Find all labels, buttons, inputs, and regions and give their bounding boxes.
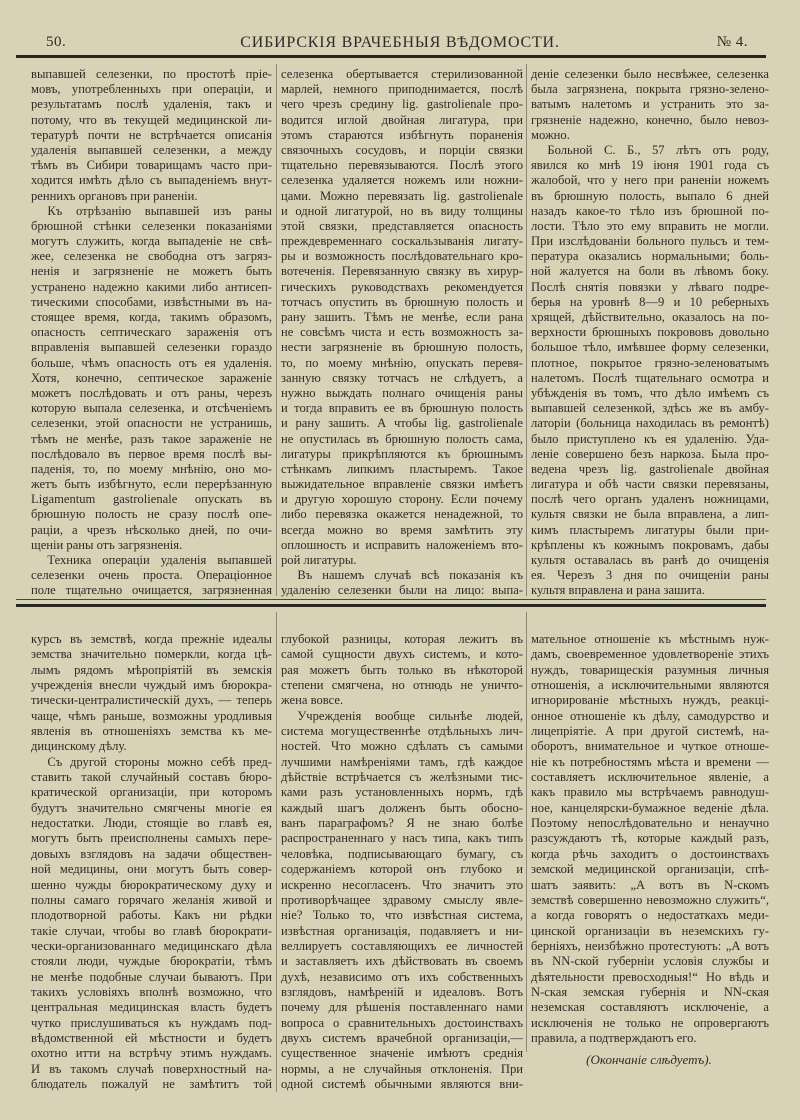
top-column-2	[281, 67, 523, 599]
text-line: послѣ чего органъ удаленъ ножницами,	[531, 492, 769, 507]
text-line: Учрежденія вообще сильнѣе людей,	[297, 708, 523, 723]
text-line: жетъ быть избѣгнуто, если перерѣзанную	[31, 477, 272, 492]
text-line: и одной лигатурой, но въ виду толщины	[281, 203, 523, 218]
text-line: занную связку тотчасъ не слѣдуетъ, а	[281, 370, 523, 385]
text-line: содержаніемъ которой онъ глубоко и	[281, 862, 523, 877]
text-line: неземская составляютъ исключеніе, а	[531, 1000, 769, 1015]
text-line: марлей, немного приподнимается, послѣ	[281, 82, 523, 97]
text-line: деніе селезенки было несвѣжее, селезенка	[531, 67, 769, 81]
text-line: грязненіе надежно, конечно, было невоз-	[531, 112, 769, 127]
text-line: тотчасъ опустить въ брюшную полость и	[281, 294, 523, 309]
text-line: стояли люди, чуждые бюрократіи, тѣмъ	[31, 954, 272, 969]
paragraph	[531, 143, 769, 599]
text-line: лигатура и обѣ части связки перевязаны,	[531, 477, 769, 492]
text-line: И въ такомъ случаѣ поверхностный на-	[31, 1061, 272, 1076]
text-line: а когда говорятъ о недостаткахъ меди-	[531, 908, 769, 923]
text-line: удаленія выпавшей селезенки, а между	[31, 142, 272, 157]
text-line: извѣстная организація, подавляетъ и ни-	[281, 923, 523, 938]
text-line: такихъ условіяхъ вполнѣ возможно, что	[31, 984, 272, 999]
text-line: не менѣе подобные случаи бываютъ. При	[31, 969, 272, 984]
issue-number: № 4.	[716, 34, 748, 50]
text-line: дѣйствіе встрѣчается съ желѣзными тис-	[281, 770, 523, 785]
text-line: тщательно перевязываются. Послѣ этого	[281, 158, 523, 173]
text-line: шатъ заявить: „А вотъ въ N-скомъ	[531, 877, 769, 892]
text-line: могутъ служить, когда выпаденіе не свѣ-	[31, 234, 272, 249]
text-line: искренно несогласенъ. Что значитъ это	[281, 877, 523, 892]
text-line: оплошность и исправить наложеніемъ вто-	[281, 537, 523, 552]
paragraph	[281, 632, 523, 709]
text-line: двухъ системъ врачебной организаціи,—	[281, 1030, 523, 1045]
text-line: культя связки не была вправлена, а лип-	[531, 507, 769, 522]
text-line: было приступлено къ ея удаленію. Уда-	[531, 431, 769, 446]
text-line: разсуждаютъ тѣ, которые каждый разъ,	[531, 831, 769, 846]
text-line: ходится имѣть дѣло съ выпаденіемъ внут-	[31, 173, 272, 188]
text-line: селезенки, этой опасности не устранишь,	[31, 416, 272, 431]
text-line: N-ская земская губернія и NN-ская	[531, 984, 769, 999]
text-line: раціи, а чрезъ нѣсколько дней, по очи-	[31, 522, 272, 537]
text-line: можетъ послѣдовать и отъ раны, черезъ	[31, 385, 272, 400]
text-line: вѣдомственной ей мѣстности и будетъ	[31, 1030, 272, 1045]
text-line: полны самаго горячаго желанія живой и	[31, 892, 272, 907]
text-line: почему для рѣшенія поставленнаго нами	[281, 1000, 523, 1015]
top-column-3	[531, 67, 769, 599]
text-line: Въ нашемъ случаѣ всѣ показанія къ	[297, 568, 523, 583]
text-line: можно.	[531, 127, 570, 142]
text-line: ставить такой случайный составъ бюро-	[31, 770, 272, 785]
text-line: убѣжденія въ томъ, что дѣло имѣемъ съ	[531, 385, 769, 400]
text-line: щеніи раны отъ загрязненія.	[31, 537, 183, 552]
text-line: большое тѣло, имѣвшее форму селезенки,	[531, 340, 769, 355]
text-line: и рану зашить. А чтобы lig. gastrolienale	[281, 416, 523, 431]
text-line: налетомъ. Послѣ тщательнаго осмотра и	[531, 370, 769, 385]
text-line: Хотя, конечно, септическое зараженіе	[31, 370, 272, 385]
bottom-column-2	[281, 632, 523, 1092]
text-line: ея. Черезъ 3 дня по очищеніи раны	[531, 568, 769, 583]
text-line: крѣплены къ кожнымъ покровамъ, дабы	[531, 537, 769, 552]
text-line: оборотъ, внимательное и чуткое отноше-	[531, 739, 769, 754]
text-line: реннихъ органовъ при раненіи.	[31, 188, 198, 203]
text-line: ры и возможность послѣдовательнаго кро-	[281, 249, 523, 264]
text-line: духѣ, независимо отъ ихъ собственныхъ	[281, 969, 523, 984]
text-line: лымъ рядомъ мѣропріятій въ земскія	[31, 662, 272, 677]
text-line: ватымъ налетомъ и устранить это за-	[531, 97, 769, 112]
text-line: лигатуры прикрѣпляются къ брюшнымъ	[281, 446, 523, 461]
text-line: будутъ значительно смягчены многіе ея	[31, 800, 272, 815]
text-line: могутъ быть преисполнены самыхъ пере-	[31, 831, 272, 846]
text-line: и другую хорошую сторону. Если почему	[281, 492, 523, 507]
text-line: такіе случаи, чтобы во главѣ бюрократи-	[31, 923, 272, 938]
text-line: рая можетъ быть только въ нѣкоторой	[281, 662, 523, 677]
text-line: назадъ какое-то тѣло изъ брюшной по-	[531, 203, 769, 218]
text-line: всегда можно во время замѣтить эту	[281, 522, 523, 537]
text-line: мовъ, употребленныхъ при операціи, и	[31, 82, 272, 97]
text-line: учрежденія внесли чуждый имъ бюрокра-	[31, 678, 272, 693]
text-line: глубокой разницы, которая лежитъ въ	[281, 632, 523, 646]
text-line: взглядовъ, намѣреній и идеаловъ. Вотъ	[281, 984, 523, 999]
text-line: когда рѣчь заходитъ о достоинствахъ	[531, 846, 769, 861]
column-divider	[276, 64, 277, 596]
text-line: ніе къ потребностямъ мѣста и времени —	[531, 754, 769, 769]
text-line: отношенія, а исключительными являются	[531, 678, 769, 693]
text-line: рану зашить. Тѣмъ не менѣе, если рана	[281, 310, 523, 324]
text-line: цинской организаціи въ неземскихъ гу-	[531, 923, 769, 938]
text-line: жена вовсе.	[281, 693, 344, 708]
paragraph	[281, 709, 523, 1093]
text-line: выжидательное вправленіе связки имѣетъ	[281, 477, 523, 492]
text-line: курсъ въ земствѣ, когда прежніе идеалы	[31, 632, 272, 646]
paragraph	[281, 67, 523, 568]
text-line: связочныхъ сосудовъ, и порціи связки	[281, 142, 523, 157]
text-line: каждый шагъ долженъ быть обосно-	[281, 800, 523, 815]
text-line: центральная медицинская власть будетъ	[31, 1000, 272, 1015]
text-line: гическихъ руководствахъ рекомендуется	[281, 279, 523, 294]
text-line: устранено надежно какими либо антисеп-	[31, 279, 272, 294]
text-line: результатамъ послѣ удаленія, такъ и	[31, 97, 272, 112]
text-line: жалобой, что у него при раненіи ножемъ	[531, 173, 769, 188]
text-line: лицепріятіе. А при другой системѣ, на-	[531, 724, 769, 739]
text-line: шенно чужды бюрократическому духу и	[31, 877, 272, 892]
text-line: которую выпала селезенка, и отсѣченіемъ	[31, 401, 272, 416]
text-line: не опустилась въ брюшную полость сама,	[281, 431, 523, 446]
text-line: рой лигатуры.	[281, 553, 357, 567]
text-line: ной жалуется на боли въ лѣвомъ боку.	[531, 264, 769, 279]
text-line: поле тщательно очищается, загрязненная	[31, 583, 272, 598]
text-line: тически-централистическій духъ, — теперь	[31, 693, 272, 708]
text-line: Техника операціи удаленія выпавшей	[47, 553, 272, 567]
text-line: распространеннаго у насъ типа, какъ типъ	[281, 831, 523, 846]
text-line: Поэтому непослѣдовательно и ненаучно	[531, 816, 769, 831]
text-line: ками разъ установленныхъ нормъ, гдѣ	[281, 785, 523, 800]
text-line: лости. Тѣло это ему вправить не могли.	[531, 218, 769, 233]
text-line: противорѣчащее здравому смыслу явле-	[281, 892, 523, 907]
text-line: исключенія не только не опровергаютъ	[531, 1015, 769, 1030]
text-line: пература оказались нормальными; боль-	[531, 249, 769, 264]
text-line: тѣмъ въ Сибири товарищамъ часто при-	[31, 158, 272, 173]
journal-title: СИБИРСКІЯ ВРАЧЕБНЫЯ ВѢДОМОСТИ.	[240, 34, 560, 51]
text-line: система могущественнѣе отдѣльныхъ лич-	[281, 724, 523, 739]
bottom-column-3	[531, 632, 769, 1046]
paragraph	[31, 553, 272, 599]
text-line: жее, селезенка не свободна отъ загряз-	[31, 249, 272, 264]
text-line: дамъ, своевременное удовлетвореніе этихъ	[531, 647, 769, 662]
text-line: селезенка обертывается стерилизованной	[281, 67, 523, 81]
text-line: недостатки. Люди, стоящіе во главѣ ея,	[31, 816, 272, 831]
text-line: не совсѣмъ чиста и есть возможность за-	[281, 325, 523, 340]
text-line: существенное значеніе имѣютъ среднія	[281, 1046, 523, 1061]
text-line: Послѣ снятія повязки у лѣваго подре-	[531, 279, 769, 294]
text-line: онное отношеніе къ дѣлу, самодурство и	[531, 708, 769, 723]
text-line: опасность септическаго зараженія отъ	[31, 325, 272, 340]
paragraph	[281, 568, 523, 598]
text-line: селезенка удаляется ножемъ или ножни-	[281, 173, 523, 188]
text-line: водится иглой двойная лигатура, при	[281, 112, 523, 127]
text-line: тическими способами, извѣстными въ на-	[31, 294, 272, 309]
text-line: правила, а подтверждаютъ его.	[531, 1030, 697, 1045]
bottom-column-1	[31, 632, 272, 1092]
text-line: послѣдовало въ первое время послѣ вы-	[31, 446, 272, 461]
text-line: ное, канцелярски-бумажное веденіе дѣла.	[531, 800, 769, 815]
text-line: латоріи (больница находилась въ ремонтѣ)	[531, 416, 769, 431]
text-line: ненія и загрязненіе не можетъ быть	[31, 264, 272, 279]
text-line: мательное отношеніе къ мѣстнымъ нуж-	[531, 632, 769, 646]
text-line: и тогда вправить ее въ брюшную полость	[281, 401, 523, 416]
text-line: этомъ стараются избѣгнуть пораненія	[281, 127, 523, 142]
column-divider	[276, 612, 277, 1092]
text-line: потому, что въ текущей медицинской ли-	[31, 112, 272, 127]
text-line: ванъ параграфомъ? Я не знаю болѣе	[281, 816, 523, 831]
text-line: ніе? Только то, что извѣстная система,	[281, 908, 523, 923]
text-line: охотно итти на встрѣчу этимъ нуждамъ.	[31, 1046, 272, 1061]
text-line: нести загрязненіе въ брюшную полость,	[281, 340, 523, 355]
text-line: стоящее время, когда, такимъ образомъ,	[31, 310, 272, 324]
section-rule-thin	[16, 599, 766, 600]
text-line: чего чрезъ средину lig. gastrolienale про-	[281, 97, 523, 112]
paragraph	[531, 67, 769, 143]
text-line: явленія въ отношеніяхъ земства къ ме-	[31, 724, 272, 739]
text-line: вотеченія. Перевязанную связку въ хирур-	[281, 264, 523, 279]
text-line: брюшной стѣнки селезенки показаніями	[31, 218, 272, 233]
text-line: Больной С. Б., 57 лѣтъ отъ роду,	[547, 142, 769, 157]
text-line: стѣнкамъ липкимъ пластыремъ. Такое	[281, 461, 523, 476]
text-line: самой сущности двухъ системъ, и кото-	[281, 647, 523, 662]
text-line: культя оставалась въ ранѣ до очищенія	[531, 553, 769, 567]
text-line: составляетъ исключительное явленіе, а	[531, 770, 769, 785]
text-line: въ NN-ской губерніи условія службы и	[531, 954, 769, 969]
text-line: чески-организованнаго медицинскаго дѣла	[31, 938, 272, 953]
text-line: При изслѣдованіи больного пульсъ и тем-	[531, 234, 769, 249]
text-line: берья на уровнѣ 8—9 и 10 реберныхъ	[531, 294, 769, 309]
text-line: Съ другой стороны можно себѣ пред-	[47, 754, 272, 769]
column-divider	[526, 612, 527, 1052]
text-line: удаленію селезенки были на лицо: выпа-	[281, 583, 523, 598]
text-line: культя вправлена и рана зашита.	[531, 583, 705, 598]
text-line: берніяхъ, неизбѣжно протестуютъ: „А вотъ	[531, 938, 769, 953]
top-column-1	[31, 67, 272, 599]
text-line: человѣка, подписывающаго бумагу, съ	[281, 846, 523, 861]
text-line: леніе совершено безъ наркоза. Была про-	[531, 446, 769, 461]
text-line: лучшими намѣреніями тамъ, гдѣ каждое	[281, 754, 523, 769]
text-line: то, по моему мнѣнію, опускать перевя-	[281, 355, 523, 370]
text-line: выпавшей селезенкой, здѣсь же въ амбу-	[531, 401, 769, 416]
text-line: блюдатель пожалуй не замѣтитъ той	[31, 1076, 272, 1091]
text-line: плотное, покрытое грязно-зеленоватымъ	[531, 355, 769, 370]
paragraph	[31, 632, 272, 755]
section-rule-thick	[16, 604, 766, 607]
text-line: была загрязнена, покрыта грязно-зелено-	[531, 82, 769, 97]
text-line: вопроса о сравнительныхъ достоинствахъ	[281, 1015, 523, 1030]
text-line: ной медицины, они могутъ быть совер-	[31, 862, 272, 877]
text-line: Къ отрѣзанію выпавшей изъ раны	[47, 203, 272, 218]
text-line: этой связки, представляется опасность	[281, 218, 523, 233]
text-line: нужно выждать полнаго очищенія раны	[281, 385, 523, 400]
text-line: дицинскому дѣлу.	[31, 739, 127, 754]
text-line: веллируетъ составляющихъ ее личностей	[281, 938, 523, 953]
text-line: земства значительно померкли, когда цѣ-	[31, 647, 272, 662]
text-line: какъ правило мы встрѣчаемъ равнодуш-	[531, 785, 769, 800]
text-line: чутко прислушиваться къ нуждамъ под-	[31, 1015, 272, 1030]
text-line: селезенки очень проста. Операціонное	[31, 568, 272, 583]
text-line: кимъ пластыремъ лигатуры были при-	[531, 522, 769, 537]
text-line: земствѣ совершенно невозможно служить“,	[531, 892, 769, 907]
text-line: вправленія выпавшей селезенки гораздо	[31, 340, 272, 355]
page-number: 50.	[46, 34, 67, 50]
header-rule	[16, 55, 766, 58]
column-divider	[526, 64, 527, 596]
text-line: верхности брюшныхъ покрововъ довольно	[531, 325, 769, 340]
text-line: паденія, то, по моему мнѣнію, оно мо-	[31, 461, 272, 476]
text-line: тѣмъ не менѣе, разъ такое зараженіе не	[31, 431, 272, 446]
text-line: дѣятельности превосходныя!“ Но вѣдь и	[531, 969, 769, 984]
text-line: явился ко мнѣ 19 іюня 1901 года съ	[531, 158, 769, 173]
paragraph	[531, 632, 769, 1046]
text-line: степени смягчена, но отнюдь не уничто-	[281, 678, 523, 693]
text-line: преждевременнаго соскальзыванія лигату-	[281, 234, 523, 249]
text-line: ностей. Что можно сдѣлать съ самыми	[281, 739, 523, 754]
text-line: довыхъ взглядовъ на задачи обществен-	[31, 846, 272, 861]
text-line: Ligamentum gastrolienale опускать въ	[31, 492, 272, 507]
paragraph	[31, 755, 272, 1093]
text-line: кратической организаціи, при которомъ	[31, 785, 272, 800]
text-line: либо перевязка окажется ненадежной, то	[281, 507, 523, 522]
text-line: ведена чрезъ lig. gastrolienale двойная	[531, 461, 769, 476]
text-line: брюшную полость не сразу послѣ опе-	[31, 507, 272, 522]
text-line: хрящей, дѣйствительно, оказалось на по-	[531, 310, 769, 324]
text-line: тературѣ почти не встрѣчается описанія	[31, 127, 272, 142]
paragraph	[31, 204, 272, 553]
continuation-note: (Окончаніе слѣдуетъ).	[586, 1052, 712, 1067]
text-line: нормы, а не случайныя отклоненія. При	[281, 1061, 523, 1076]
text-line: больше, чѣмъ опасность отъ ея удаленія.	[31, 355, 272, 370]
text-line: нуждъ, товарищескія разумныя личныя	[531, 662, 769, 677]
paragraph	[31, 67, 272, 204]
text-line: цами. Можно перевязать lig. gastrolienale	[281, 188, 523, 203]
text-line: игнорированіе мѣстныхъ нуждъ, реакці-	[531, 693, 769, 708]
text-line: и заставляетъ ихъ дѣйствовать въ своемъ	[281, 954, 523, 969]
text-line: въ брюшную полость, выпало 6 дней	[531, 188, 769, 203]
text-line: плодотворной работы. Какъ ни рѣдки	[31, 908, 272, 923]
text-line: одной системѣ обычными являются вни-	[281, 1076, 523, 1091]
text-line: земской медицинской организаціи, спѣ-	[531, 862, 769, 877]
text-line: чаще, чѣмъ раньше, возможны уродливыя	[31, 708, 272, 723]
text-line: выпавшей селезенки, по простотѣ пріе-	[31, 67, 272, 81]
